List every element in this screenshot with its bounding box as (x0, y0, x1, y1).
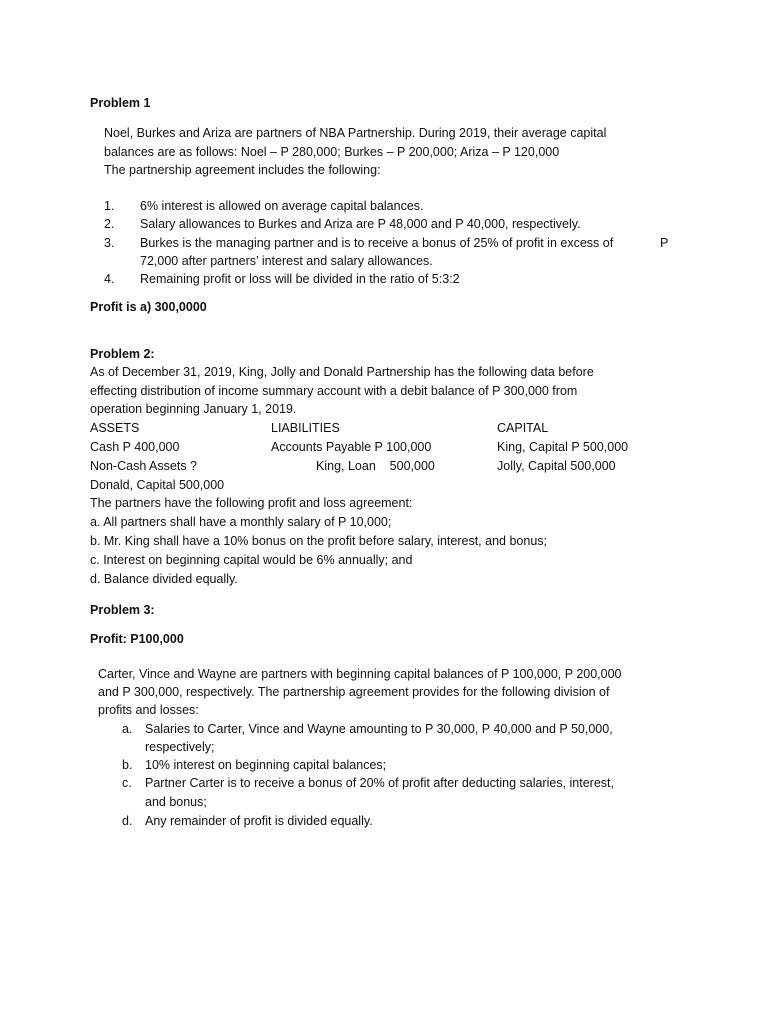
problem-1-intro-line-1: Noel, Burkes and Ariza are partners of NBA Partnership. During 2019, their average capital (104, 126, 607, 140)
item-text: 6% interest is allowed on average capital balances. (140, 199, 424, 213)
item-text: Remaining profit or loss will be divided in the ratio of 5:3:2 (140, 272, 460, 286)
item-text: Partner Carter is to receive a bonus of 20% of profit after deducting salaries, interest, (145, 776, 614, 790)
agreement-b: b. Mr. King shall have a 10% bonus on the profit before salary, interest, and bonus; (90, 534, 547, 548)
agreement-c: c. Interest on beginning capital would be 6% annually; and (90, 553, 413, 567)
problem-3-item-c (122, 774, 666, 792)
problem-2-line-1: As of December 31, 2019, King, Jolly and Donald Partnership has the following data before (90, 365, 594, 379)
problem-1-item-2 (104, 215, 664, 233)
problem-3-item-d (122, 812, 666, 830)
agreement-a: a. All partners shall have a monthly salary of P 10,000; (90, 515, 392, 529)
problem-3-item-c-continuation: and bonus; (145, 795, 207, 809)
problem-3-item-a (122, 720, 666, 738)
agreement-intro: The partners have the following profit and loss agreement: (90, 496, 413, 510)
item-text: 10% interest on beginning capital balances; (145, 758, 387, 772)
item-number: 2. (104, 217, 115, 231)
jolly-capital-entry: Jolly, Capital 500,000 (497, 459, 616, 473)
capital-header: CAPITAL (497, 421, 549, 435)
problem-3-profit: Profit: P100,000 (90, 632, 184, 646)
problem-1-item-4 (104, 270, 664, 288)
problem-3-intro-line-2: and P 300,000, respectively. The partnership agreement provides for the following division of (98, 685, 610, 699)
problem-2-line-2: effecting distribution of income summary account with a debit balance of P 300,000 from (90, 384, 578, 398)
item-text: Salaries to Carter, Vince and Wayne amounting to P 30,000, P 40,000 and P 50,000, (145, 722, 613, 736)
problem-1-intro-line-3: The partnership agreement includes the following: (104, 163, 381, 177)
problem-1-intro-line-2: balances are as follows: Noel – P 280,000; Burkes – P 200,000; Ariza – P 120,000 (104, 145, 560, 159)
item-number: 1. (104, 199, 115, 213)
problem-1-item-3-trailing: P (660, 236, 669, 250)
agreement-d: d. Balance divided equally. (90, 572, 238, 586)
item-letter: a. (122, 722, 133, 736)
problem-2-title: Problem 2: (90, 347, 155, 361)
accounts-payable-entry: Accounts Payable P 100,000 (271, 440, 432, 454)
king-loan-entry: King, Loan 500,000 (316, 459, 435, 473)
item-text: Any remainder of profit is divided equally. (145, 814, 373, 828)
king-capital-entry: King, Capital P 500,000 (497, 440, 629, 454)
problem-3-title: Problem 3: (90, 603, 155, 617)
cash-entry: Cash P 400,000 (90, 440, 180, 454)
problem-1-profit: Profit is a) 300,0000 (90, 300, 207, 314)
item-letter: b. (122, 758, 133, 772)
item-text: Salary allowances to Burkes and Ariza are P 48,000 and P 40,000, respectively. (140, 217, 581, 231)
item-number: 3. (104, 236, 115, 250)
problem-3-item-a-continuation: respectively; (145, 740, 215, 754)
item-letter: d. (122, 814, 133, 828)
item-text: Burkes is the managing partner and is to receive a bonus of 25% of profit in excess of (140, 236, 614, 250)
assets-header: ASSETS (90, 421, 140, 435)
problem-1-title: Problem 1 (90, 96, 151, 110)
donald-capital-entry: Donald, Capital 500,000 (90, 478, 225, 492)
problem-3-intro-line-3: profits and losses: (98, 703, 199, 717)
liabilities-header: LIABILITIES (271, 421, 340, 435)
problem-1-item-1 (104, 197, 664, 215)
item-number: 4. (104, 272, 115, 286)
problem-3-intro-line-1: Carter, Vince and Wayne are partners with beginning capital balances of P 100,000, P 200,000 (98, 667, 622, 681)
problem-1-item-3-continuation: 72,000 after partners’ interest and salary allowances. (140, 254, 433, 268)
item-letter: c. (122, 776, 132, 790)
problem-3-item-b (122, 756, 666, 774)
non-cash-assets-entry: Non-Cash Assets ? (90, 459, 197, 473)
problem-1-item-3 (104, 234, 664, 252)
problem-2-line-3: operation beginning January 1, 2019. (90, 402, 297, 416)
